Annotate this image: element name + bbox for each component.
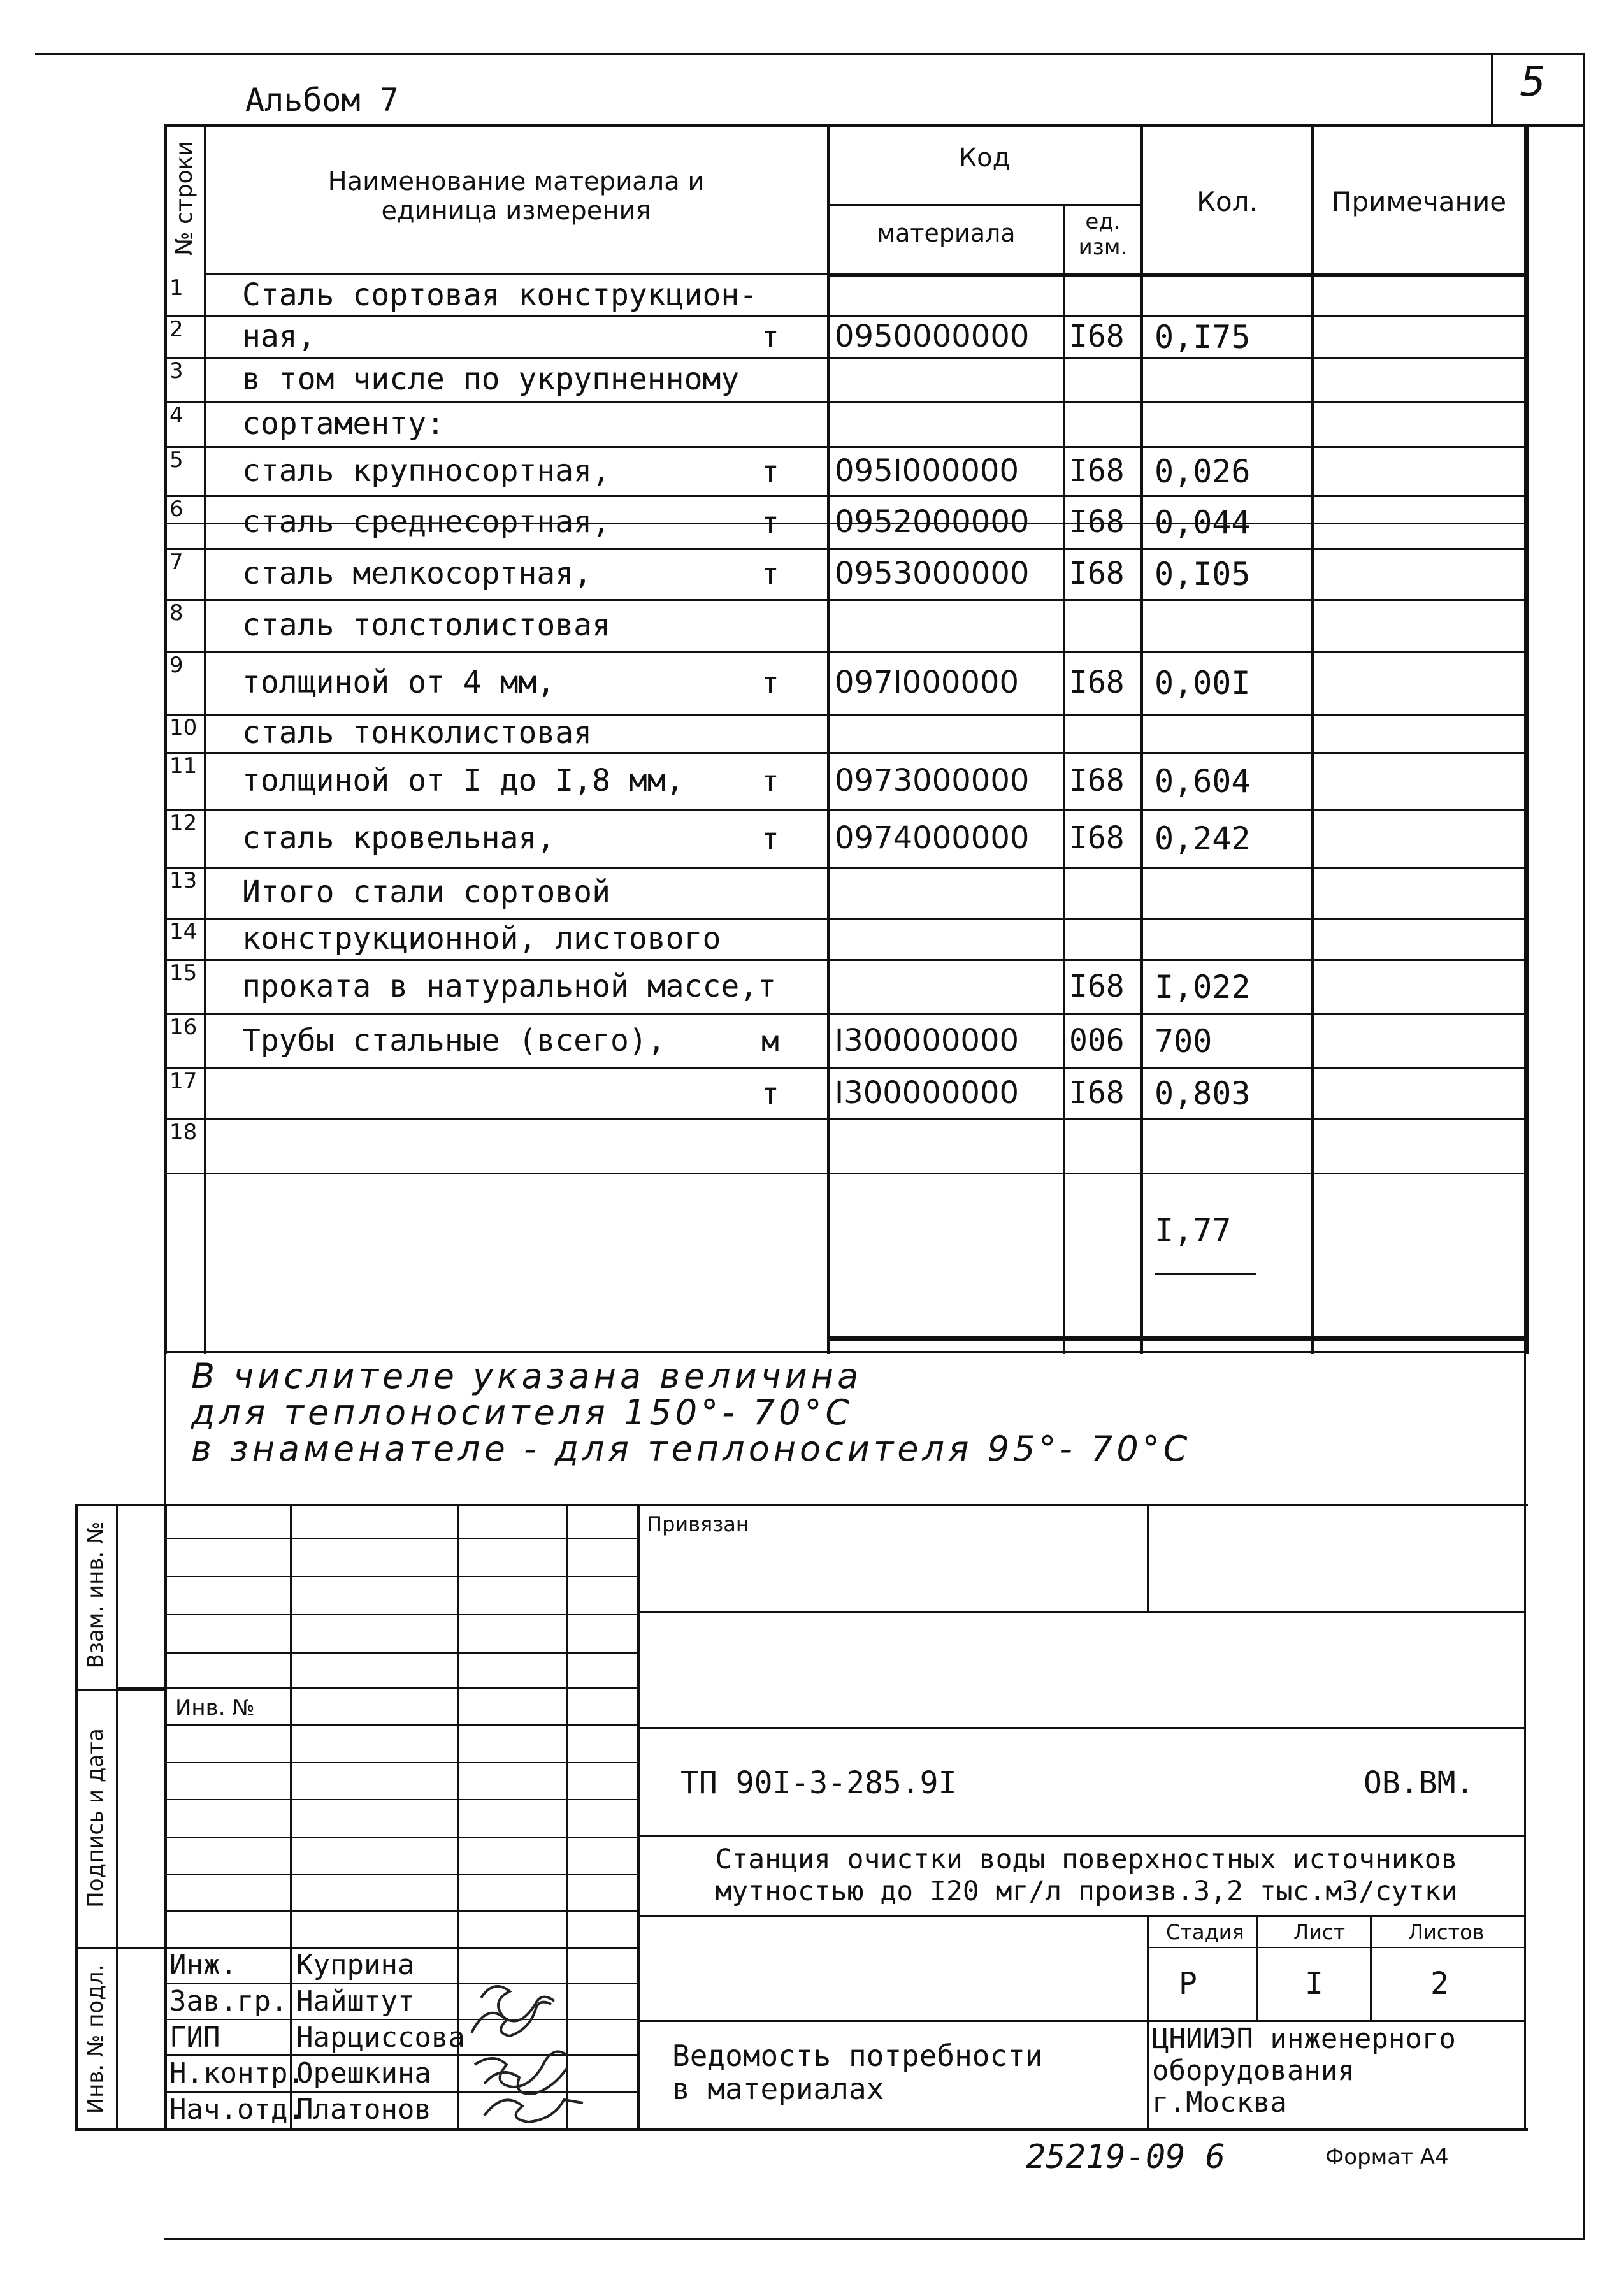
quantity: 0,I75 (1155, 318, 1251, 356)
note-line-1: В числителе указана величина (191, 1356, 863, 1396)
signer-name: Куприна (296, 1949, 415, 1981)
signer-name: Платонов (296, 2093, 431, 2126)
material-name: сталь кровельная, (242, 820, 556, 856)
row-number: 2 (169, 317, 183, 342)
note-right-border (1524, 1351, 1526, 1504)
row-number: 13 (169, 868, 198, 893)
note-line-3: в знаменателе - для теплоносителя 95°- 70°С (191, 1429, 1191, 1469)
material-name: сортаменту: (242, 406, 445, 442)
signer-role: Зав.гр. (169, 1985, 288, 2018)
unit-letter: м (761, 1023, 779, 1058)
material-name: ная, (242, 318, 316, 354)
header-code: Код (958, 143, 1011, 173)
bottom-frame (164, 2238, 1585, 2240)
quantity: 0,00I (1155, 665, 1251, 702)
material-code: I300000000 (835, 1075, 1019, 1111)
header-qty: Кол. (1197, 186, 1258, 217)
unit-letter: т (761, 666, 779, 700)
unit-code: I68 (1069, 452, 1125, 489)
signer-name: Найштут (296, 1985, 415, 2018)
sheet-number: 5 (1520, 59, 1546, 106)
quantity: 700 (1155, 1022, 1212, 1060)
quantity: 0,604 (1155, 763, 1251, 800)
attached-label: Привязан (647, 1512, 749, 1536)
material-name: конструкционной, листового (242, 920, 721, 957)
sheets-label: Листов (1408, 1920, 1485, 1944)
material-name: сталь среднесортная, (242, 503, 610, 540)
material-name: толщиной от 4 мм, (242, 665, 556, 700)
material-name: сталь мелкосортная, (242, 556, 593, 591)
note-left-border (164, 1351, 166, 1504)
unit-code: I68 (1069, 665, 1125, 700)
signer-role: Нач.отд. (169, 2093, 305, 2126)
right-frame (1583, 53, 1585, 2239)
unit-code: I68 (1069, 556, 1125, 591)
row-number: 15 (169, 960, 198, 986)
row-number: 1 (169, 275, 183, 301)
material-code: 0973000000 (835, 763, 1030, 798)
material-code: 0950000000 (835, 318, 1030, 354)
header-name: Наименование материала и единица измерения (327, 167, 705, 226)
material-name: Сталь сортовая конструкцион- (242, 277, 758, 313)
material-code: 097I000000 (835, 665, 1019, 700)
unit-letter: т (761, 821, 779, 856)
quantity: 0,026 (1155, 452, 1251, 490)
quantity: 0,I05 (1155, 556, 1251, 593)
side-label-replace-inv: Взам. инв. № (83, 1521, 108, 1669)
unit-letter: т (761, 319, 779, 354)
doc-mark: ОВ.ВМ. (1364, 1765, 1474, 1801)
row-number: 16 (169, 1014, 198, 1040)
stage-label: Стадия (1166, 1920, 1244, 1944)
organization: ЦНИИЭП инженерного оборудования г.Москва (1152, 2023, 1456, 2119)
sheet-label: Лист (1293, 1920, 1346, 1944)
project-title: Станция очистки воды поверхностных источников мутностью до I20 мг/л произв.3,2 тыс.м3/сутки (715, 1844, 1458, 1907)
top-rule (35, 53, 1583, 55)
material-name: толщиной от I до I,8 мм, (242, 763, 684, 798)
row-number: 17 (169, 1069, 198, 1094)
signer-role: Н.контр. (169, 2057, 305, 2090)
doc-code: ТП 90I-3-285.9I (680, 1765, 957, 1801)
material-name: Трубы стальные (всего), (242, 1022, 666, 1058)
row-number: 10 (169, 715, 198, 740)
material-name: Итого стали сортовой (242, 874, 610, 910)
stage-value: Р (1179, 1966, 1197, 2002)
material-code: 0974000000 (835, 820, 1030, 856)
inv-no-label: Инв. № (175, 1695, 255, 1721)
unit-letter: т (761, 454, 779, 489)
unit-code: 006 (1069, 1022, 1125, 1058)
album-label: Альбом 7 (245, 82, 399, 119)
quantity: 0,044 (1155, 503, 1251, 541)
signer-name: Орешкина (296, 2057, 431, 2090)
row-number: 11 (169, 753, 198, 779)
material-code: I300000000 (835, 1022, 1019, 1058)
note-line-2: для теплоносителя 150°- 70°С (191, 1392, 854, 1433)
format-label: Формат А4 (1325, 2144, 1449, 2170)
unit-code: I68 (1069, 763, 1125, 798)
doc-title: Ведомость потребности в материалах (672, 2039, 1043, 2106)
material-name: сталь крупносортная, (242, 452, 610, 489)
bottom-number: 25219-09 6 (1026, 2138, 1226, 2176)
unit-code: I68 (1069, 318, 1125, 354)
header-note: Примечание (1331, 186, 1507, 217)
row-number: 14 (169, 919, 198, 944)
row-number: 18 (169, 1120, 198, 1145)
material-name: сталь тонколистовая (242, 715, 593, 751)
unit-letter: т (761, 1076, 779, 1111)
row-number: 3 (169, 358, 183, 384)
unit-letter: т (761, 505, 779, 540)
sheet-value: I (1305, 1966, 1323, 2002)
quantity: 0,803 (1155, 1075, 1251, 1112)
material-name: в том числе по укрупненному (242, 361, 740, 397)
material-name: сталь толстолистовая (242, 607, 610, 643)
side-label-orig-inv: Инв. № подл. (83, 1964, 108, 2114)
row-number: 6 (169, 496, 183, 522)
quantity: I,77 (1155, 1211, 1232, 1249)
unit-letter: т (761, 764, 779, 798)
side-label-signature-date: Подпись и дата (83, 1728, 108, 1908)
row-number: 7 (169, 549, 183, 575)
sheet-number-box-left (1491, 53, 1493, 124)
unit-code: I68 (1069, 503, 1125, 540)
unit-code: I68 (1069, 1075, 1125, 1111)
unit-letter: т (761, 557, 779, 591)
row-number: 5 (169, 447, 183, 473)
signer-role: Инж. (169, 1949, 237, 1981)
signer-name: Нарциссова (296, 2021, 465, 2054)
unit-code: I68 (1069, 820, 1125, 856)
row-number: 8 (169, 600, 183, 626)
quantity: I,022 (1155, 968, 1251, 1006)
row-number: 9 (169, 653, 183, 678)
material-name: проката в натуральной массе,т (242, 968, 777, 1004)
header-row-no: № строки (171, 141, 198, 256)
row-number: 4 (169, 403, 183, 428)
row-number: 12 (169, 811, 198, 836)
quantity: 0,242 (1155, 820, 1251, 857)
material-code: 0953000000 (835, 556, 1030, 591)
header-unit: ед. изм. (1078, 209, 1128, 260)
material-code: 0952000000 (835, 503, 1030, 540)
title-top-rule (164, 124, 1583, 127)
sheets-value: 2 (1430, 1966, 1449, 2002)
material-code: 095I000000 (835, 452, 1019, 489)
unit-code: I68 (1069, 968, 1125, 1004)
header-material: материала (877, 219, 1016, 247)
fraction-bar (1155, 1273, 1256, 1275)
signer-role: ГИП (169, 2021, 220, 2054)
